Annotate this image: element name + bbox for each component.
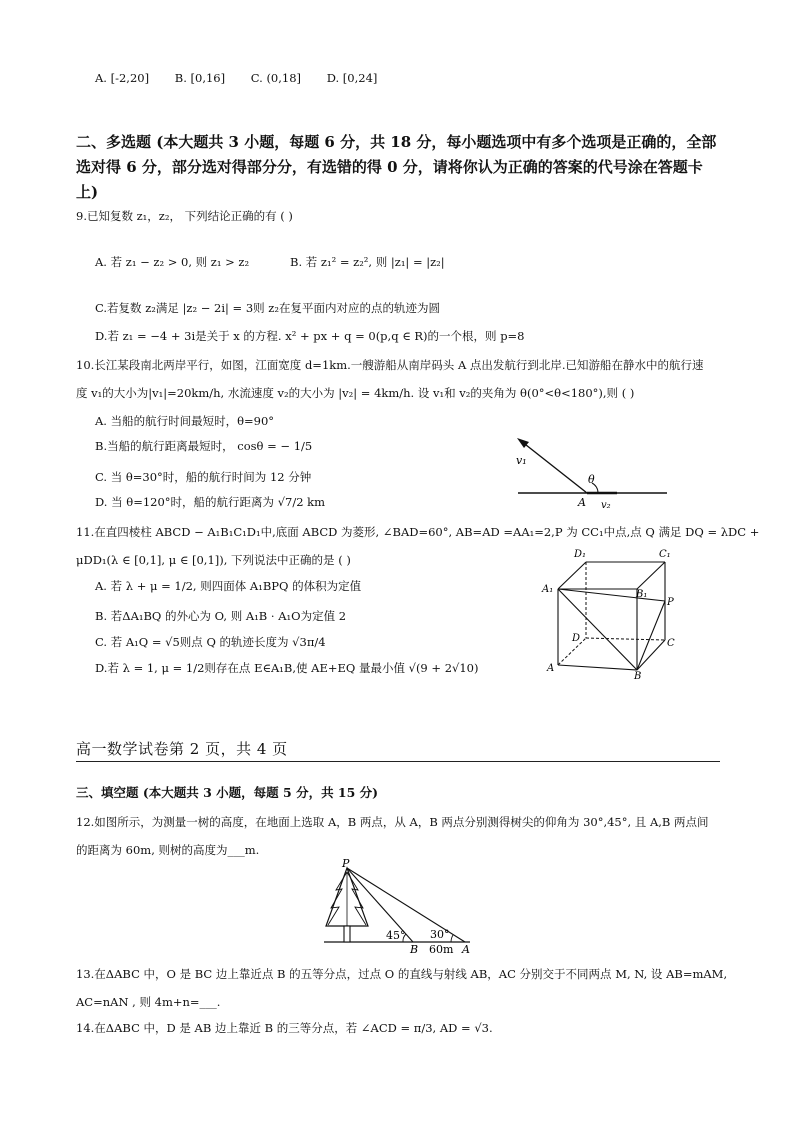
v1-label: v₁ [516, 454, 527, 467]
point-p-label: P [342, 857, 350, 870]
angle30-arc [451, 935, 453, 942]
q10-option-c: C. 当 θ=30°时，船的航行时间为 12 分钟 [95, 470, 312, 484]
q9-stem: 9.已知复数 z₁，z₂， 下列结论正确的有 ( ) [76, 209, 293, 223]
q14-line1: 14.在ΔABC 中，D 是 AB 边上靠近 B 的三等分点，若 ∠ACD = π/3, AD = √3. [76, 1021, 493, 1035]
q13-line2: AC=nAN , 则 4m+n=___. [76, 995, 221, 1009]
q11-stem-line1: 11.在直四棱柱 ABCD − A₁B₁C₁D₁中,底面 ABCD 为菱形, ∠BAD=60°, AB=AD =AA₁=2,P 为 CC₁中点,点 Q 满足 DQ = λDC + [76, 525, 760, 539]
q8-option-a: A. [-2,20] [95, 71, 150, 85]
q12-line2: 的距离为 60m, 则树的高度为___m. [76, 843, 260, 857]
q11-option-b: B. 若ΔA₁BQ 的外心为 O, 则 A₁B · A₁O为定值 2 [95, 609, 347, 623]
q11-option-d: D.若 λ = 1, μ = 1/2则存在点 E∈A₁B,使 AE+EQ 量最小值 √(9 + 2√10) [95, 661, 479, 675]
v2-label: v₂ [601, 500, 611, 511]
q12-line1: 12.如图所示，为测量一树的高度，在地面上选取 A，B 两点，从 A，B 两点分别测得树尖的仰角为 30°,45°, 且 A,B 两点间 [76, 815, 709, 829]
edge-a-b [558, 665, 637, 670]
angle30-label: 30° [430, 928, 450, 941]
label-c1: C₁ [659, 549, 671, 560]
label-a: A [547, 663, 555, 674]
q10-option-b: B.当船的航行距离最短时， cosθ = − 1/5 [95, 439, 313, 453]
q8-option-c: C. (0,18] [250, 71, 302, 85]
q12-tree-figure [322, 856, 472, 956]
hidden-edge-d-c [586, 638, 665, 640]
section3-title: 三、填空题 (本大题共 3 小题，每题 5 分，共 15 分) [76, 785, 379, 800]
segment-a1-b [558, 589, 637, 670]
footer-rule [76, 761, 720, 762]
label-d1: D₁ [574, 549, 587, 560]
tree-trunk [344, 926, 350, 942]
point-a-label: A [578, 496, 586, 509]
q8-option-b: B. [0,16] [174, 71, 226, 85]
q10-stem-line1: 10.长江某段南北两岸平行，如图，江面宽度 d=1km.一艘游船从南岸码头 A 点出发航行到北岸.已知游船在静水中的航行速 [76, 358, 704, 372]
q10-velocity-figure [512, 432, 672, 518]
angle45-label: 45° [386, 929, 406, 942]
q9-option-b: B. 若 z₁² = z₂², 则 |z₁| = |z₂| [290, 255, 445, 269]
v1-vector [521, 441, 587, 493]
q11-option-a: A. 若 λ + μ = 1/2, 则四面体 A₁BPQ 的体积为定值 [95, 579, 362, 593]
page-footer: 高一数学试卷第 2 页，共 4 页 [76, 740, 288, 758]
q8-options [95, 70, 399, 86]
point-b-label: B [410, 943, 419, 956]
label-p: P [667, 597, 674, 608]
theta-label: θ [588, 473, 595, 486]
segment-p-b [637, 601, 665, 670]
edge-b-c [637, 640, 665, 670]
q10-option-d: D. 当 θ=120°时，船的航行距离为 √7/2 km [95, 495, 326, 509]
label-b1: B₁ [636, 589, 648, 600]
section2-title: 二、多选题 (本大题共 3 小题，每题 6 分，共 18 分，每小题选项中有多个选项是正确的，全部选对得 6 分，部分选对得部分分，有选错的得 0 分，请将你认为正确的答案的代号涂在答题卡上) [76, 133, 717, 201]
q9-option-a: A. 若 z₁ − z₂ > 0, 则 z₁ > z₂ [95, 255, 250, 269]
label-b: B [634, 671, 642, 682]
label-a1: A₁ [542, 584, 554, 595]
edge-b1-c1 [637, 562, 665, 589]
q10-option-a: A. 当船的航行时间最短时，θ=90° [95, 414, 275, 428]
q9-option-c: C.若复数 z₂满足 |z₂ − 2i| = 3则 z₂在复平面内对应的点的轨迹为圆 [95, 301, 440, 315]
q10-stem-line2: 度 v₁的大小为|v₁|=20km/h, 水流速度 v₂的大小为 |v₂| = 4km/h. 设 v₁和 v₂的夹角为 θ(0°<θ<180°),则 ( ) [76, 386, 635, 400]
label-c: C [667, 638, 675, 649]
point-a-label: A [462, 943, 470, 956]
q11-option-c: C. 若 A₁Q = √5则点 Q 的轨迹长度为 √3π/4 [95, 635, 326, 649]
edge-a1-d1 [558, 562, 586, 589]
q8-option-d: D. [0,24] [326, 71, 378, 85]
q9-option-d: D.若 z₁ = −4 + 3i是关于 x 的方程. x² + px + q = 0(p,q ∈ R)的一个根，则 p=8 [95, 329, 525, 343]
segment-a1-p [558, 589, 665, 601]
q13-line1: 13.在ΔABC 中，O 是 BC 边上靠近点 B 的五等分点，过点 O 的直线与射线 AB，AC 分别交于不同两点 M, N, 设 AB=mAM, [76, 967, 728, 981]
distance-label: 60m [429, 943, 454, 956]
q11-stem-line2: μDD₁(λ ∈ [0,1], μ ∈ [0,1]), 下列说法中正确的是 ( ) [76, 553, 351, 567]
label-d: D [572, 633, 581, 644]
q11-prism-figure [540, 545, 680, 680]
